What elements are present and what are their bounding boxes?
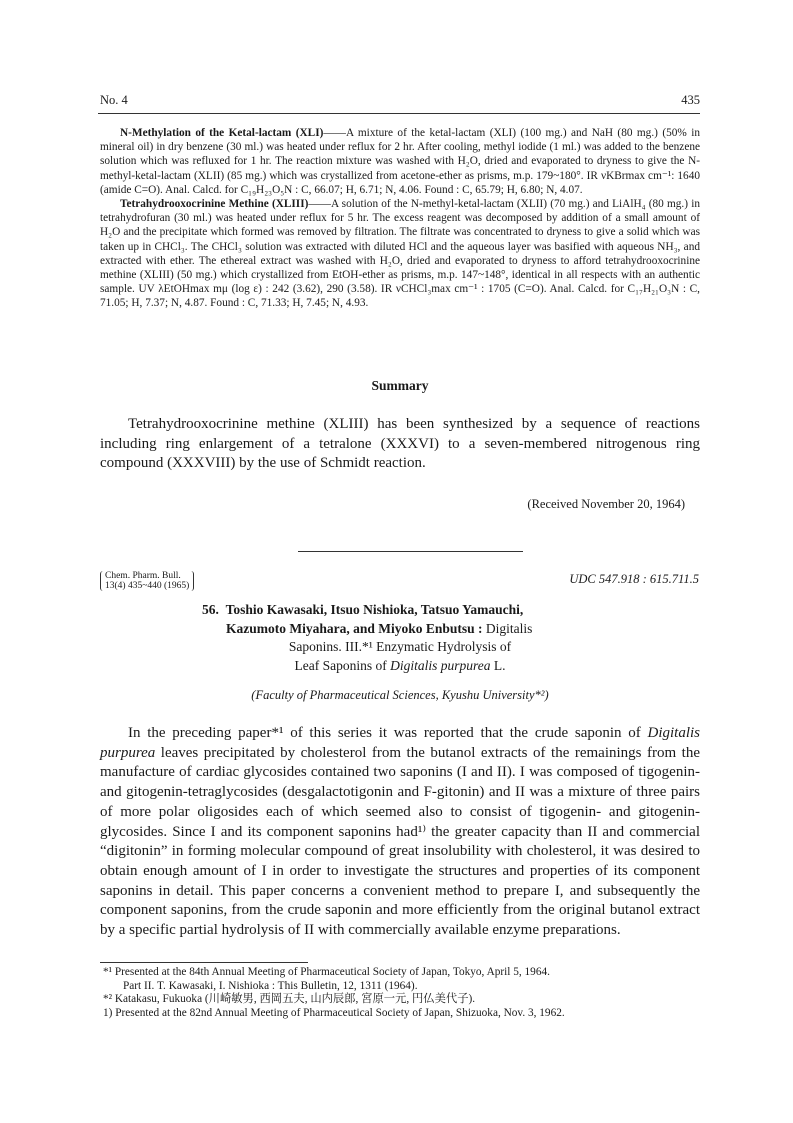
footnote-1-continued: Part II. T. Kawasaki, I. Nishioka : This Bulletin, 12, 1311 (1964). xyxy=(123,979,418,992)
experimental-paragraph-2 xyxy=(100,197,700,311)
section-divider xyxy=(298,551,523,552)
header-rule xyxy=(98,113,700,114)
summary-block xyxy=(100,415,700,474)
affiliation: (Faculty of Pharmaceutical Sciences, Kyushu University*²) xyxy=(251,688,549,702)
footnotes xyxy=(103,966,703,1020)
article-number: 56. xyxy=(202,602,219,617)
journal-citation xyxy=(100,571,194,591)
title-part-2: Saponins. III.*¹ Enzymatic Hydrolysis of xyxy=(288,639,512,655)
authors-line-1: Toshio Kawasaki, Itsuo Nishioka, Tatsuo Yamauchi, xyxy=(225,602,524,617)
title-species: Digitalis purpurea xyxy=(390,657,491,673)
summary-heading: Summary xyxy=(371,378,429,393)
running-header-journal-number: No. 4 xyxy=(100,93,128,107)
summary-text: Tetrahydrooxocrinine methine (XLIII) has been synthesized by a sequence of reactions including ring enlargement of a tetralone (XXXVI) to a seven-membered nitrogenous ring compound (XXXVIII) by the use of Schmidt reaction. xyxy=(100,416,700,472)
body-text: In the preceding paper*¹ of this series it was reported that the crude saponin of xyxy=(128,725,648,741)
title-part-3-end: L. xyxy=(490,657,506,673)
experimental-section xyxy=(100,126,700,311)
title-line-4 xyxy=(100,657,700,676)
title-line-1 xyxy=(100,601,700,620)
title-part-3: Leaf Saponins of xyxy=(294,657,391,673)
paragraph-body: ——A mixture of the ketal-lactam (XLI) (100 mg.) and NaH (80 mg.) (50% in mineral oil) in dry benzene (30 ml.) was heated under reflux for 2 hr. After cooling, methyl iodide (1 ml.) was added to the benzene solution which was refluxed for 1 hr. The reaction mixture was washed with H₂O, dried and evaporated to dryness to give the N-methyl-ketal-lactam (XLII) (85 mg.) which was crystallized from acetone-ether as prisms, m.p. 179~180°. IR νKBrmax cm⁻¹: 1640 (amide C=O). Anal. Calcd. for C₁₉H₂₃O₅N : C, 66.07; H, 6.71; N, 4.06. Found : C, 65.79; H, 6.80; N, 4.07. xyxy=(100,127,700,196)
received-date: (Received November 20, 1964) xyxy=(527,497,685,511)
paragraph-heading: N-Methylation of the Ketal-lactam (XLI) xyxy=(120,127,324,139)
footnote-1: *¹ Presented at the 84th Annual Meeting of Pharmaceutical Society of Japan, Tokyo, April 5, 1964. xyxy=(103,966,550,978)
footnote-2: *² Katakasu, Fukuoka (川崎敏男, 西岡五夫, 山内辰郎, 宮原一元, 円仏美代子). xyxy=(103,993,476,1006)
body-text: leaves precipitated by cholesterol from the butanol extracts of the remainings from the manufacture of cardiac glycosides contained two saponins (I and II). I was composed of tigogenin- and gitogenin-tetraglycosides (desgalactotigonin and F-gitonin) and II was a mixture of three pairs of more polar oligosides each of which seemed also to consist of tigogenin- and gitogenin-glycosides. Since I and its component saponins had¹⁾ the greater capacity than II and commercial “digitonin” in forming molecular compound of great insolubility with cholesterol, it was desired to obtain enough amount of I in order to investigate the structures and properties of its component saponins in detail. This paper concerns a convenient method to prepare I, and subsequently the component saponins, from the crude saponin and more efficiently from the original butanol extract by a specific partial hydrolysis of II with commercially available enzyme preparations. xyxy=(100,744,700,939)
paragraph-body: ——A solution of the N-methyl-ketal-lactam (XLII) (70 mg.) and LiAlH₄ (80 mg.) in tetrahydrofuran (30 ml.) was heated under reflux for 5 hr. The excess reagent was decomposed by addition of a small amount of H₂O and the precipitate which formed was removed by filtration. The filtrate was concentrated to dryness to give a solid which was taken up in CHCl₃. The CHCl₃ solution was extracted with diluted HCl and the aqueous layer was basified with aqueous NH₃, and extracted with ether. The ethereal extract was washed with H₂O, dried and evaporated to dryness to afford tetrahydrooxocrinine methine (XLIII) (50 mg.) which crystallized from EtOH-ether as prisms, m.p. 147~148°, identical in all respects with an authentic sample. UV λEtOHmax mμ (log ε) : 242 (3.62), 290 (3.58). IR νCHCl₃max cm⁻¹ : 1705 (C=O). Anal. Calcd. for C₁₇H₂₁O₃N : C, 71.05; H, 7.37; N, 4.87. Found : C, 71.33; H, 7.45; N, 4.93. xyxy=(100,198,700,310)
article-title-block xyxy=(100,601,700,675)
citation-volume: 13(4) 435~440 (1965) xyxy=(105,581,190,591)
paragraph-heading: Tetrahydrooxocrinine Methine (XLIII) xyxy=(120,198,309,211)
experimental-paragraph-1 xyxy=(100,126,700,197)
footnote-rule xyxy=(100,962,308,963)
udc-code: UDC 547.918 : 615.711.5 xyxy=(569,572,699,586)
footnote-3: 1) Presented at the 82nd Annual Meeting of Pharmaceutical Society of Japan, Shizuoka, Nov. 3, 1962. xyxy=(103,1006,565,1019)
article-body xyxy=(100,724,700,941)
page-number: 435 xyxy=(681,93,700,107)
authors-line-2: Kazumoto Miyahara, and Miyoko Enbutsu : xyxy=(226,620,483,636)
title-part-1: Digitalis xyxy=(485,620,533,636)
title-line-2 xyxy=(100,620,700,639)
article-paragraph xyxy=(100,724,700,941)
body-species: Digitalis purpurea xyxy=(100,725,700,761)
citation-journal: Chem. Pharm. Bull. xyxy=(105,571,181,581)
